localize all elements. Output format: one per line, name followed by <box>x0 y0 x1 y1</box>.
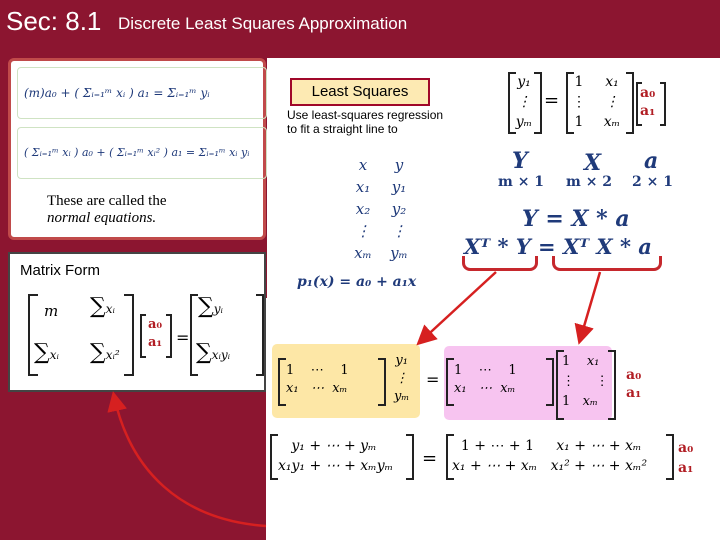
x-column: x x₁ x₂ ⋮ xₘ <box>354 156 372 262</box>
normal-equations-text: These are called the normal equations. <box>47 193 167 226</box>
Y-label: Y <box>512 148 528 174</box>
coef-vector: a₀ a₁ <box>626 367 642 401</box>
xt-row: 1 ⋯ 1 x₁ ⋯ xₘ <box>286 363 349 396</box>
arrow-to-matrix-form <box>114 396 266 526</box>
Y-dim: m × 1 <box>498 174 545 190</box>
matrix-cell: ∑xᵢ <box>34 340 59 365</box>
x-vector: x₁ ⋮ xₘ <box>603 74 621 130</box>
equals-sign: = <box>544 90 560 111</box>
a-dim: 2 × 1 <box>632 174 673 190</box>
matrix-cell: ∑xᵢyᵢ <box>196 340 231 365</box>
matrix-cell: ∑yᵢ <box>198 294 223 319</box>
coef-vector: a₀ a₁ <box>640 85 656 119</box>
normal-eq-line1: (m)a₀ + ( Σᵢ₌₁ᵐ xᵢ ) a₁ = Σᵢ₌₁ᵐ yᵢ <box>17 67 267 119</box>
equals-sign: = <box>422 448 438 469</box>
sum-matrix: 1 + ⋯ + 1 x₁ + ⋯ + xₘ x₁ + ⋯ + xₘ x₁² + ⋯ + xₘ² <box>452 438 648 474</box>
x-matrix: 1 x₁ ⋮ ⋮ 1 xₘ <box>562 354 609 409</box>
sum-vector: y₁ + ⋯ + yₘ x₁y₁ + ⋯ + xₘyₘ <box>278 438 394 474</box>
matrix-cell: m <box>44 302 59 320</box>
ones-column: 1 ⋮ 1 <box>572 74 586 130</box>
ls-description: Use least-squares regression to fit a straight line to <box>287 108 444 136</box>
a-label: a <box>644 148 659 174</box>
arrow-to-xty <box>420 272 496 342</box>
matrix-form-label: Matrix Form <box>20 262 100 279</box>
arrow-to-xtx <box>580 272 600 340</box>
normal-eq-line2: ( Σᵢ₌₁ᵐ xᵢ ) a₀ + ( Σᵢ₌₁ᵐ xᵢ² ) a₁ = Σᵢ₌₁ᵐ xᵢ yᵢ <box>17 127 267 179</box>
section-subtitle: Discrete Least Squares Approximation <box>118 14 408 33</box>
normal-matrix-equation: Xᵀ * Y = Xᵀ X * a <box>464 234 652 259</box>
model-equation: Y = X * a <box>522 206 630 232</box>
equals-sign: = <box>426 370 440 389</box>
coef-vector: a₀ a₁ <box>678 440 694 476</box>
y-column: y y₁ y₂ ⋮ yₘ <box>390 156 408 262</box>
matrix-cell: ∑xᵢ² <box>90 340 120 365</box>
least-squares-title: Least Squares <box>290 78 430 106</box>
X-dim: m × 2 <box>566 174 613 190</box>
y-vector: y₁ ⋮ yₘ <box>515 74 533 130</box>
matrix-cell: ∑xᵢ <box>90 294 115 319</box>
fit-line: p₁(x) = a₀ + a₁x <box>297 274 417 290</box>
equals-sign: = <box>176 328 190 347</box>
xt-row: 1 ⋯ 1 x₁ ⋯ xₘ <box>454 363 517 396</box>
y-vector: y₁ ⋮ yₘ <box>394 353 410 404</box>
coef-vector: a₀ a₁ <box>148 317 163 350</box>
section-title: Sec: 8.1 <box>6 6 102 36</box>
X-label: X <box>584 150 602 176</box>
